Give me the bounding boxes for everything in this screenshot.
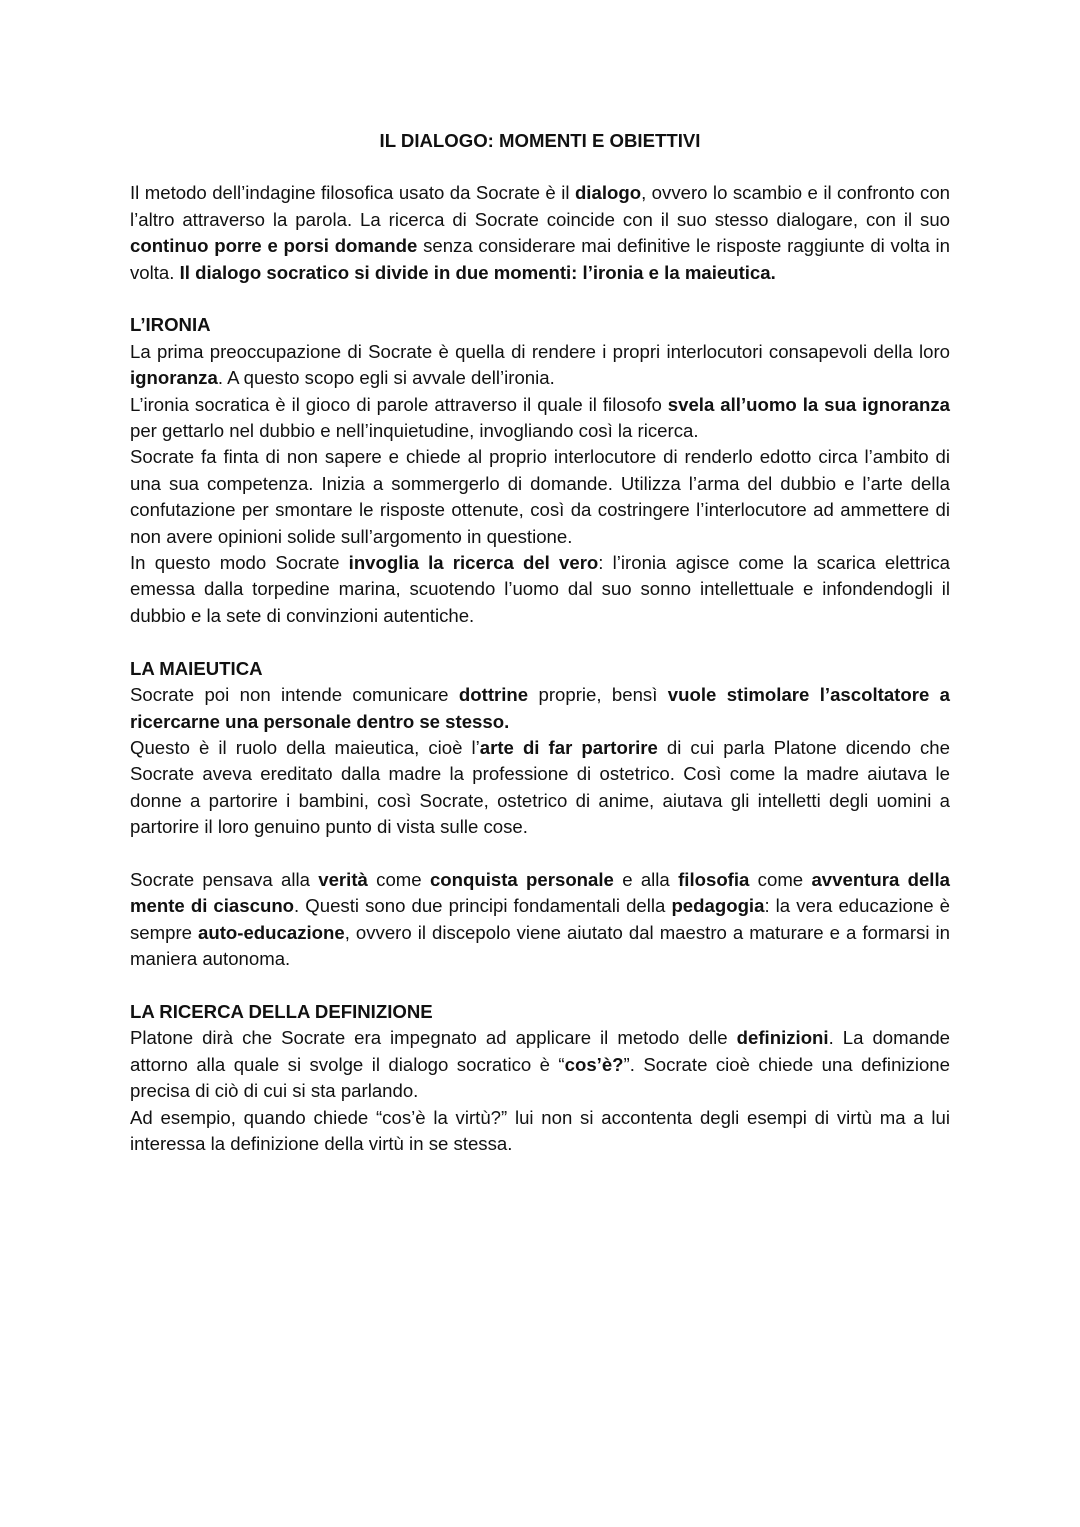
bold-text-run: cos’è? [564, 1053, 624, 1075]
bold-text-run: avventura della mente di ciascuno [130, 868, 950, 917]
bold-text-run: svela all’uomo la sua ignoranza [667, 393, 950, 415]
text-run: Ad esempio, quando chiede “cos’è la virtù?” lui non si accontenta degli esempi di virtù ma a lui interessa la definizione della virtù in se stessa. [130, 1106, 950, 1154]
text-run: Questo è il ruolo della maieutica, cioè l’ [130, 736, 480, 758]
bold-text-run: filosofia [678, 868, 750, 890]
bold-text-run: dottrine [458, 684, 529, 706]
bold-text-run: pedagogia [671, 895, 765, 917]
ironia-paragraph-2 [130, 392, 950, 445]
bold-text-run: continuo porre e porsi domande [130, 235, 418, 257]
bold-text-run: verità [318, 868, 368, 890]
section-heading-ironia: L’IRONIA [130, 314, 211, 336]
text-run: L’ironia socratica è il gioco di parole attraverso il quale il filosofo [130, 393, 668, 415]
text-run: proprie, bensì [528, 684, 668, 706]
spacer [130, 286, 950, 312]
text-run: senza considerare mai definitive le risposte raggiunte di volta in volta. [130, 235, 950, 283]
text-run: di cui parla Platone dicendo che Socrate aveva ereditato dalla madre la professione di ostetrico. Così come la madre aiutava le donne a partorire i bambini, così Socrate, ostetrico di anime, aiutava gli intelletti degli uomini a partorire il loro genuino punto di vista sulle cose. [130, 736, 950, 838]
spacer [130, 973, 950, 999]
spacer [130, 629, 950, 655]
text-run: come [367, 868, 430, 890]
spacer [130, 841, 950, 867]
text-run: Socrate pensava alla [130, 868, 319, 890]
bold-text-run: arte di far partorire [479, 736, 658, 758]
definizione-paragraph-1 [130, 1025, 950, 1104]
bold-text-run: dialogo [574, 182, 642, 204]
ironia-paragraph-4 [130, 550, 950, 629]
text-run: per gettarlo nel dubbio e nell’inquietudine, invogliando così la ricerca. [130, 420, 699, 442]
section-definizione [130, 999, 950, 1157]
text-run: La prima preoccupazione di Socrate è quella di rendere i propri interlocutori consapevoli della loro [130, 340, 950, 362]
text-run: . Questi sono due principi fondamentali della [294, 895, 672, 917]
ironia-paragraph-3 [130, 444, 950, 550]
text-run: Socrate poi non intende comunicare [130, 684, 459, 706]
text-run: Socrate fa finta di non sapere e chiede al proprio interlocutore di renderlo edotto circa l’ambito di una sua competenza. Inizia a sommergerlo di domande. Utilizza l’arma del dubbio e l’arte della confutazione per smontare le risposte ottenute, così da costringere l’interlocutore ad ammettere di non avere opinioni solide sull’argomento in questione. [130, 446, 950, 547]
text-run: . A questo scopo egli si avvale dell’ironia. [217, 367, 555, 389]
bold-text-run: vuole stimolare l’ascoltatore a ricercarne una personale dentro se stesso. [130, 684, 951, 732]
definizione-paragraph-2 [130, 1105, 950, 1158]
text-run: , ovvero il discepolo viene aiutato dal maestro a maturare e a formarsi in maniera autonoma. [130, 921, 950, 970]
section-heading-maieutica: LA MAIEUTICA [130, 657, 263, 679]
maieutica-paragraph-2 [130, 735, 950, 841]
text-run: come [749, 868, 812, 890]
intro-paragraph [130, 180, 950, 286]
text-run: Il metodo dell’indagine filosofica usato da Socrate è il [130, 182, 575, 204]
bold-text-run: ignoranza [130, 367, 218, 389]
text-run: ”. Socrate cioè chiede una definizione precisa di ciò di cui si sta parlando. [130, 1053, 950, 1102]
bold-text-run: definizioni [736, 1027, 829, 1049]
bold-text-run: invoglia la ricerca del vero [348, 552, 599, 574]
pedagogia-paragraph [130, 867, 950, 973]
section-heading-definizione: LA RICERCA DELLA DEFINIZIONE [130, 1000, 433, 1022]
section-maieutica [130, 656, 950, 973]
document-page [130, 128, 950, 1157]
bold-text-run: auto-educazione [198, 921, 345, 943]
text-run: Platone dirà che Socrate era impegnato ad applicare il metodo delle [130, 1027, 737, 1049]
text-run: In questo modo Socrate [130, 552, 349, 574]
bold-text-run: conquista personale [429, 868, 614, 890]
text-run: e alla [613, 868, 679, 890]
text-run: , ovvero lo scambio e il confronto con l’altro attraverso la parola. La ricerca di Socrate coincide con il suo stesso dialogare, con il suo [130, 182, 951, 230]
document-title: IL DIALOGO: MOMENTI E OBIETTIVI [379, 130, 701, 151]
text-run: : la vera educazione è sempre [130, 895, 950, 943]
section-ironia [130, 312, 950, 629]
text-run: : l’ironia agisce come la scarica elettrica emessa dalla torpedine marina, scuotendo l’uomo dal suo sonno intellettuale e infondendogli il dubbio e la sete di convinzioni autentiche. [130, 552, 950, 626]
maieutica-paragraph-1 [130, 682, 950, 735]
text-run: . La domande attorno alla quale si svolge il dialogo socratico è “ [130, 1027, 950, 1075]
bold-text-run: Il dialogo socratico si divide in due momenti: l’ironia e la maieutica. [179, 261, 776, 283]
ironia-paragraph-1 [130, 339, 950, 392]
